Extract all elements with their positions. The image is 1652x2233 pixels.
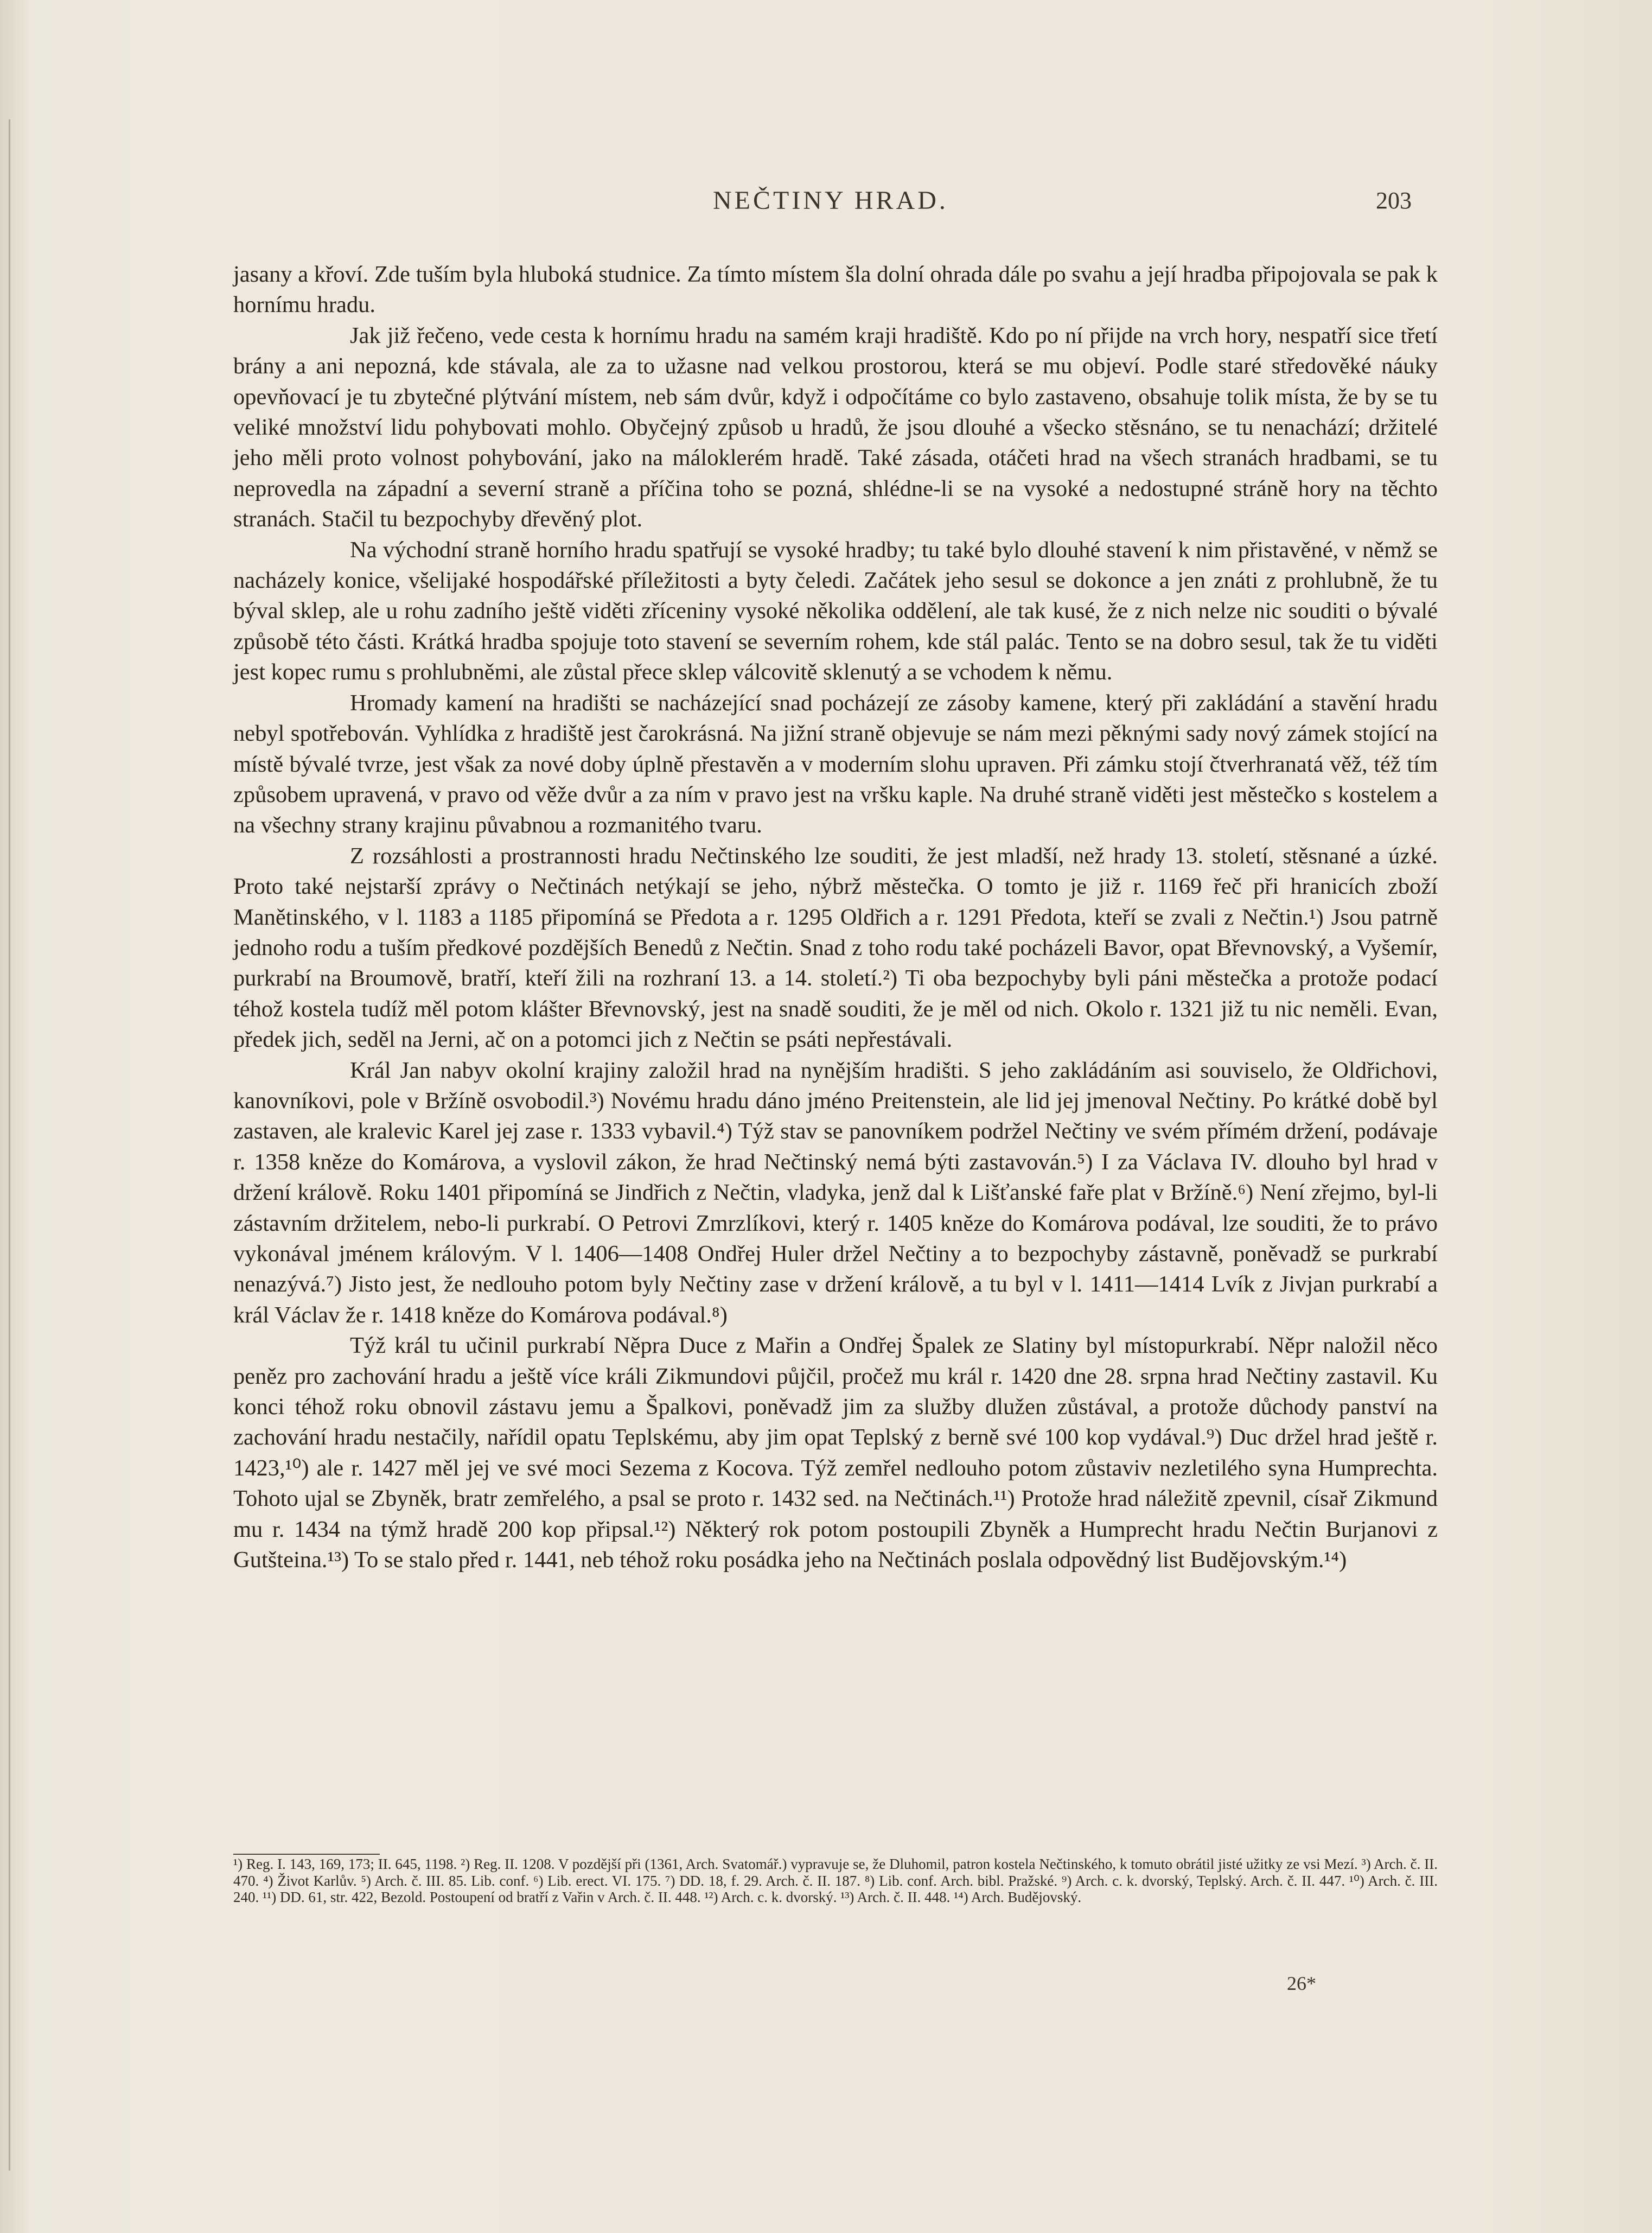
binding-edge [9,119,10,2171]
paragraph-6: Král Jan nabyv okolní krajiny založil hrad na nynějším hradišti. S jeho zakládáním asi souviselo, že Oldřichovi, kanovníkovi, pole v Bržíně osvobodil.³) Novému hradu dáno jméno Preitenstein, ale lid jej jmenoval Nečtiny. Po krátké době byl zastaven, ale kralevic Karel jej zase r. 1333 vybavil.⁴) Týž stav se panovníkem podržel Nečtiny ve svém přímém držení, podávaje r. 1358 kněze do Komárova, a vyslovil zákon, že hrad Nečtinský nemá býti zastavován.⁵) I za Václava IV. dlouho byl hrad v držení králově. Roku 1401 připomíná se Jindřich z Nečtin, vladyka, jenž dal k Lišťanské faře plat v Bržíně.⁶) Není zřejmo, byl-li zástavním držitelem, nebo-li purkrabí. O Petrovi Zmrzlíkovi, který r. 1405 kněze do Komárova podával, lze souditi, že to právo vykonával jménem královým. V l. 1406—1408 Ondřej Huler držel Nečtiny a to bezpochyby zástavně, poněvadž se purkrabí nenazývá.⁷) Jisto jest, že nedlouho potom byly Nečtiny zase v držení králově, a tu byl v l. 1411—1414 Lvík z Jivjan purkrabí a král Václav že r. 1418 kněze do Komárova podával.⁸) [233,1057,1438,1328]
paragraph-1: jasany a křoví. Zde tuším byla hluboká studnice. Za tímto místem šla dolní ohrada dále po svahu a její hradba připojovala se pak k hornímu hradu. [233,262,1438,318]
page-title: NEČTINY HRAD. [713,186,948,215]
printer-signature-mark: 26* [1287,1973,1316,1994]
page-number: 203 [1376,187,1412,214]
paragraph-5: Z rozsáhlosti a prostrannosti hradu Nečtinského lze souditi, že jest mladší, než hrady 13. století, stěsnané a úzké. Proto také nejstarší zprávy o Nečtinách netýkají se jeho, nýbrž městečka. O tomto je již r. 1169 řeč při hranicích zboží Manětinského, v l. 1183 a 1185 připomíná se Předota a r. 1295 Oldřich a r. 1291 Předota, kteří se zvali z Nečtin.¹) Jsou patrně jednoho rodu a tuším předkové pozdějších Benedů z Nečtin. Snad z toho rodu také pocházeli Bavor, opat Břevnovský, a Vyšemír, purkrabí na Broumově, bratří, kteří žili na rozhraní 13. a 14. století.²) Ti oba bezpochyby byli páni městečka a protože podací téhož kostela tudíž měl potom klášter Břevnovský, jest na snadě souditi, že je měl od nich. Okolo r. 1321 již tu nic neměli. Evan, předek jich, seděl na Jerni, ač on a potomci jich z Nečtin se psáti nepřestávali. [233,843,1438,1053]
footnotes: ¹) Reg. I. 143, 169, 173; II. 645, 1198. ²) Reg. II. 1208. V pozdější při (1361, Arch. Svatomář.) vypravuje se, že Dluhomil, patron kostela Nečtinského, k tomuto obrátil jisté užitky ze vsi Mezí. ³) Arch. č. II. 470. ⁴) Život Karlův. ⁵) Arch. č. III. 85. Lib. conf. ⁶) Lib. erect. VI. 175. ⁷) DD. 18, f. 29. Arch. č. II. 187. ⁸) Lib. conf. Arch. bibl. Pražské. ⁹) Arch. c. k. dvorský, Teplský. Arch. č. II. 447. ¹⁰) Arch. č. III. 240. ¹¹) DD. 61, str. 422, Bezold. Postoupení od bratří z Vařin v Arch. č. II. 448. ¹²) Arch. c. k. dvorský. ¹³) Arch. č. II. 448. ¹⁴) Arch. Budějovský. [233,1856,1438,1905]
footnote-divider [233,1854,380,1855]
paragraph-4: Hromady kamení na hradišti se nacházející snad pocházejí ze zásoby kamene, který při zakládání a stavění hradu nebyl spotřebován. Vyhlídka z hradiště jest čarokrásná. Na jižní straně objevuje se nám mezi pěknými sady nový zámek stojící na místě bývalé tvrze, jest však za nové doby úplně přestavěn a v moderním slohu upraven. Při zámku stojí čtverhranatá věž, též tím způsobem upravená, v pravo od věže dvůr a za ním v pravo jest na vršku kaple. Na druhé straně viděti jest městečko s kostelem a na všechny strany krajinu půvabnou a rozmanitého tvaru. [233,690,1438,838]
paragraph-3: Na východní straně horního hradu spatřují se vysoké hradby; tu také bylo dlouhé stavení k nim přistavěné, v němž se nacházely konice, všelijaké hospodářské příležitosti a byty čeledi. Začátek jeho sesul se dokonce a jen znáti z prohlubně, že tu býval sklep, ale u rohu zadního ještě viděti zříceniny vysoké několika oddělení, ale tak kusé, že z nich nelze nic souditi o bývalé způsobě této části. Krátká hradba spojuje toto stavení se severním rohem, kde stál palác. Tento se na dobro sesul, tak že tu viděti jest kopec rumu s prohlubněmi, ale zůstal přece sklep válcovitě sklenutý a se vchodem k němu. [233,537,1438,685]
body-text [233,259,1438,1575]
paragraph-7: Týž král tu učinil purkrabí Něpra Duce z Mařin a Ondřej Špalek ze Slatiny byl místopurkrabí. Něpr naložil něco peněz pro zachování hradu a ještě více králi Zikmundovi půjčil, pročež mu král r. 1420 dne 28. srpna hrad Nečtiny zastavil. Ku konci téhož roku obnovil zástavu jemu a Špalkovi, poněvadž jim za služby dlužen zůstával, a protože důchody panství na zachování hradu nestačily, nařídil opatu Teplskému, aby jim opat Teplský z berně své 100 kop vydával.⁹) Duc držel hrad ještě r. 1423,¹⁰) ale r. 1427 měl jej ve své moci Sezema z Kocova. Týž zemřel nedlouho potom zůstaviv nezletilého syna Humprechta. Tohoto ujal se Zbyněk, bratr zemřelého, a psal se proto r. 1432 sed. na Nečtinách.¹¹) Protože hrad náležitě zpevnil, císař Zikmund mu r. 1434 na týmž hradě 200 kop připsal.¹²) Některý rok potom postoupili Zbyněk a Humprecht hradu Nečtin Burjanovi z Gutšteina.¹³) To se stalo před r. 1441, neb téhož roku posádka jeho na Nečtinách poslala odpovědný list Budějovským.¹⁴) [233,1333,1438,1573]
running-header [0,186,1652,224]
paragraph-2: Jak již řečeno, vede cesta k hornímu hradu na samém kraji hradiště. Kdo po ní přijde na vrch hory, nespatří sice třetí brány a ani nepozná, kde stávala, ale za to užasne nad velkou prostorou, která se mu objeví. Podle staré středověké náuky opevňovací je tu zbytečné plýtvání místem, neb sám dvůr, když i odpočítáme co bylo zastaveno, obsahuje tolik místa, že by se tu veliké množství lidu pohybovati mohlo. Obyčejný způsob u hradů, že jsou dlouhé a všecko stěsnáno, se tu nenachází; držitelé jeho měli proto volnost pohybování, jako na máloklerém hradě. Také zásada, otáčeti hrad na všech stranách hradbami, se tu neprovedla na západní a severní straně a příčina toho se pozná, shlédne-li se na vysoké a nedostupné stráně hory na těchto stranách. Stačil tu bezpochyby dřevěný plot. [233,322,1438,532]
